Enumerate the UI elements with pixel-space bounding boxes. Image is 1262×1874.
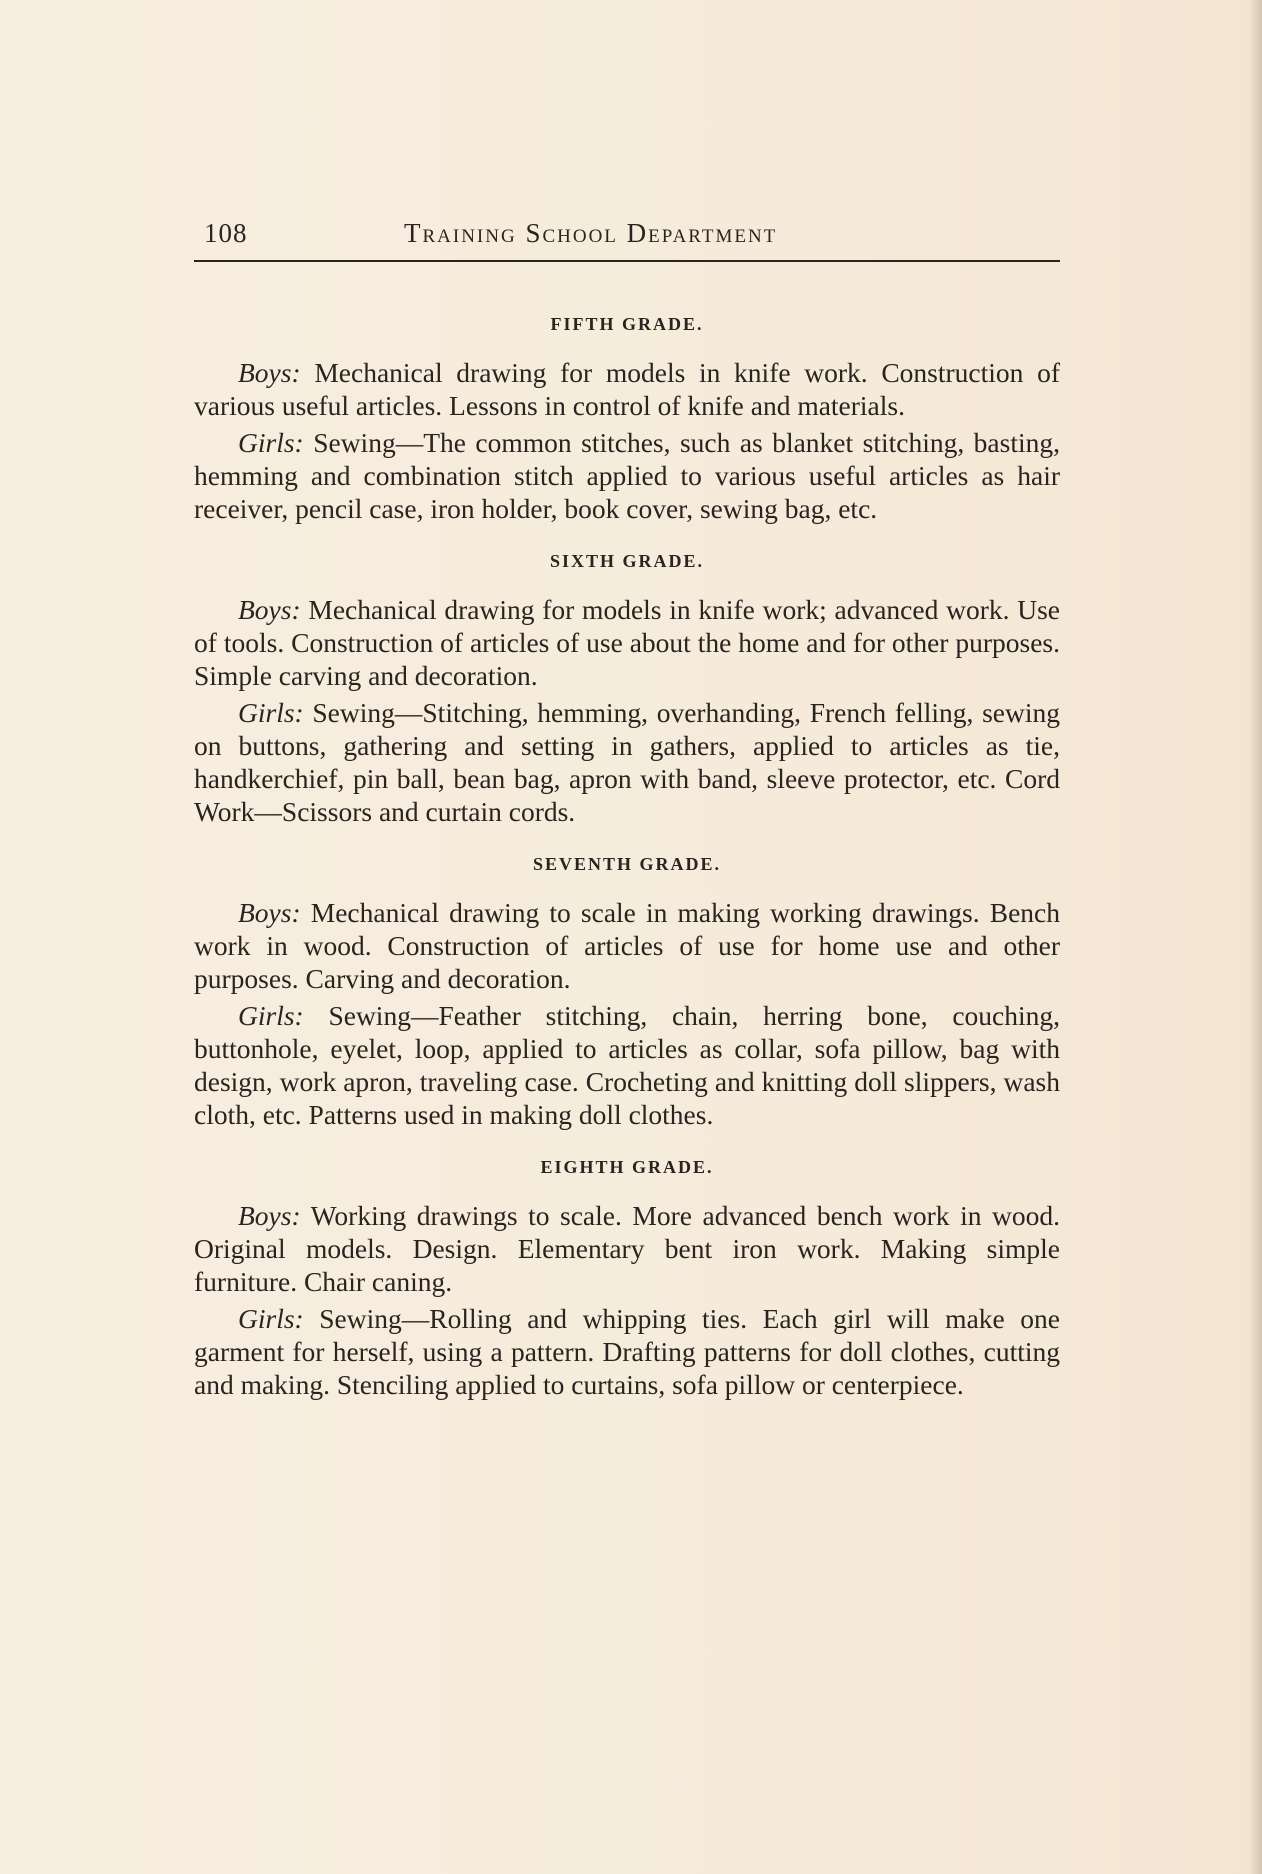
section-heading: SEVENTH GRADE. (532, 854, 722, 874)
girls-paragraph (194, 696, 1060, 828)
girls-label: Girls: (238, 1303, 304, 1334)
girls-label: Girls: (238, 427, 304, 458)
section-fifth-grade (194, 306, 1060, 525)
page-header (194, 218, 1060, 260)
girls-text: Sewing—Feather stitching, chain, herring bone, couching, buttonhole, eyelet, loop, applied to articles as collar, sofa pillow, bag with design, work apron, traveling case. Crocheting and knitting doll slippers, wash cloth, etc. Patterns used in making doll clothes. (194, 1000, 1060, 1130)
section-seventh-grade (194, 846, 1060, 1131)
girls-label: Girls: (238, 697, 304, 728)
girls-paragraph (194, 999, 1060, 1131)
page-body (194, 306, 1060, 1405)
girls-text: Sewing—The common stitches, such as blanket stitching, basting, hemming and combination stitch applied to various useful articles as hair receiver, pencil case, iron holder, book cover, sewing bag, etc. (194, 427, 1060, 524)
boys-label: Boys: (238, 594, 301, 625)
boys-text: Mechanical drawing to scale in making working drawings. Bench work in wood. Construction of articles of use for home use and other purposes. Carving and decoration. (194, 897, 1060, 994)
girls-label: Girls: (238, 1000, 304, 1031)
boys-paragraph (194, 356, 1060, 422)
header-rule (194, 260, 1060, 262)
section-eighth-grade (194, 1149, 1060, 1401)
boys-text: Mechanical drawing for models in knife work; advanced work. Use of tools. Construction of articles of use about the home and for other purposes. Simple carving and decoration. (194, 594, 1060, 691)
section-heading: FIFTH GRADE. (550, 314, 704, 334)
boys-paragraph (194, 1199, 1060, 1298)
page-edge-shadow (1248, 0, 1262, 1874)
boys-text: Working drawings to scale. More advanced bench work in wood. Original models. Design. Elementary bent iron work. Making simple furniture. Chair caning. (194, 1200, 1060, 1297)
boys-paragraph (194, 593, 1060, 692)
boys-paragraph (194, 896, 1060, 995)
page-number: 108 (204, 218, 248, 248)
section-heading: SIXTH GRADE. (549, 551, 705, 571)
girls-text: Sewing—Stitching, hemming, overhanding, French felling, sewing on buttons, gathering and setting in gathers, applied to articles as tie, handkerchief, pin ball, bean bag, apron with band, sleeve protector, etc. Cord Work—Scissors and curtain cords. (194, 697, 1060, 827)
boys-text: Mechanical drawing for models in knife work. Construction of various useful articles. Lessons in control of knife and materials. (194, 357, 1061, 421)
boys-label: Boys: (238, 1200, 301, 1231)
girls-paragraph (194, 426, 1060, 525)
section-heading: EIGHTH GRADE. (540, 1157, 714, 1177)
boys-label: Boys: (238, 357, 301, 388)
boys-label: Boys: (238, 897, 301, 928)
girls-text: Sewing—Rolling and whipping ties. Each girl will make one garment for herself, using a pattern. Drafting patterns for doll clothes, cutting and making. Stenciling applied to curtains, sofa pillow or centerpiece. (194, 1303, 1060, 1400)
section-sixth-grade (194, 543, 1060, 828)
girls-paragraph (194, 1302, 1060, 1401)
running-title: Training School Department (404, 218, 778, 248)
